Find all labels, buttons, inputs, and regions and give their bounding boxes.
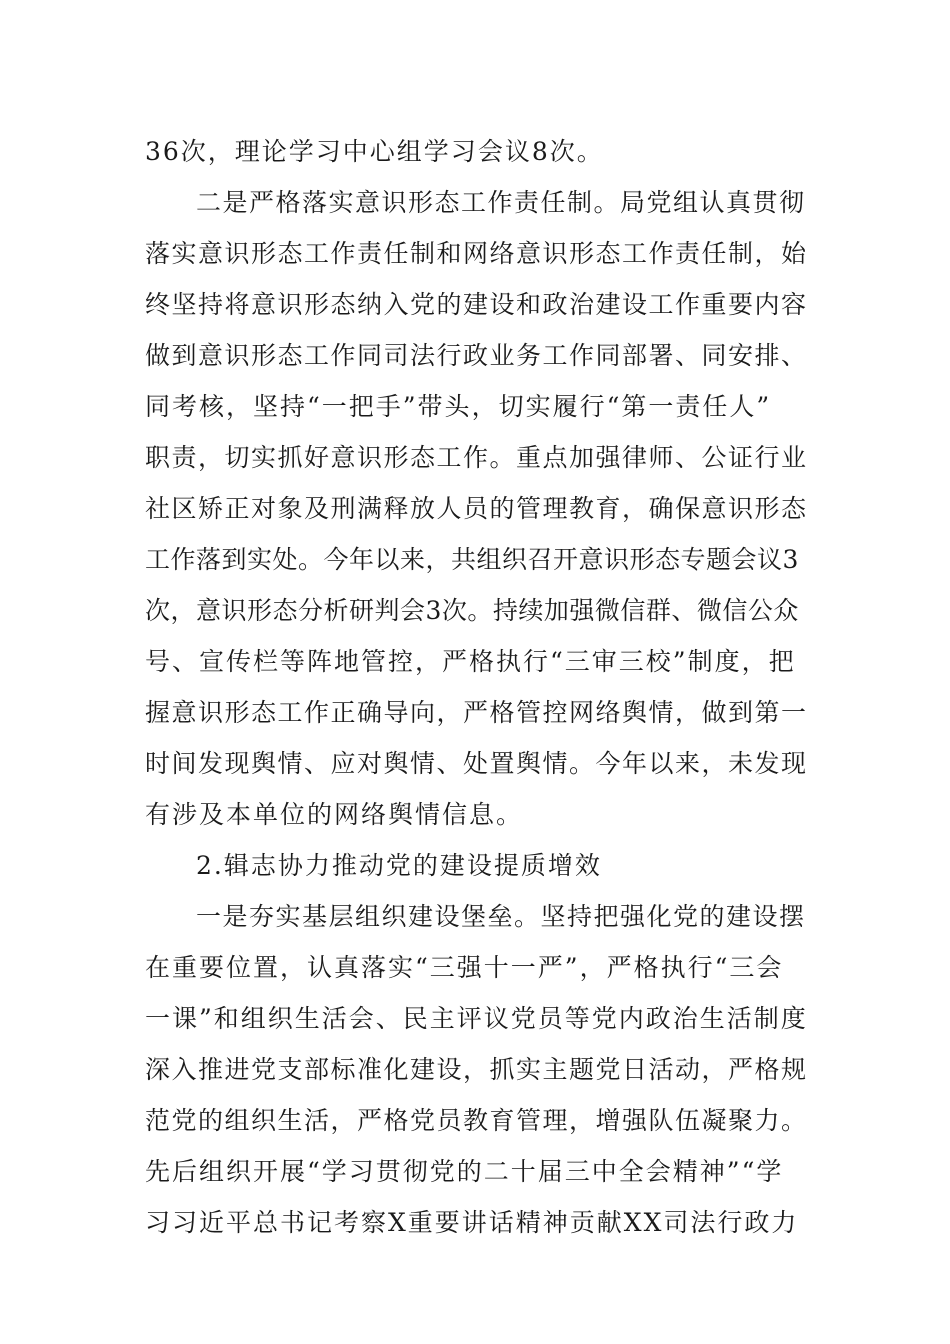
paragraph-line: 时间发现舆情、应对舆情、处置舆情。今年以来，未发现 (145, 749, 808, 778)
paragraph-line: 做到意识形态工作同司法行政业务工作同部署、同安排、 (145, 341, 808, 370)
paragraph-line: 有涉及本单位的网络舆情信息。 (145, 800, 524, 829)
paragraph-line: 次，意识形态分析研判会3次。持续加强微信群、微信公众 (145, 596, 799, 625)
paragraph-line: 落实意识形态工作责任制和网络意识形态工作责任制，始 (145, 239, 808, 268)
section-heading: 2.辑志协力推动党的建设提质增效 (196, 851, 602, 880)
paragraph-line: 工作落到实处。今年以来，共组织召开意识形态专题会议3 (145, 545, 799, 574)
paragraph-line: 范党的组织生活，严格党员教育管理，增强队伍凝聚力。 (145, 1106, 808, 1135)
paragraph-line: 握意识形态工作正确导向，严格管控网络舆情，做到第一 (145, 698, 808, 727)
paragraph-line: 二是严格落实意识形态工作责任制。局党组认真贯彻 (196, 188, 806, 217)
paragraph-line: 先后组织开展“学习贯彻党的二十届三中全会精神”“学 (145, 1157, 784, 1186)
paragraph-line: 36次，理论学习中心组学习会议8次。 (145, 137, 604, 166)
paragraph-line: 在重要位置，认真落实“三强十一严”，严格执行“三会 (145, 953, 784, 982)
paragraph-line: 号、宣传栏等阵地管控，严格执行“三审三校”制度，把 (145, 647, 796, 676)
paragraph-line: 习习近平总书记考察X重要讲话精神贡献XX司法行政力 (145, 1208, 799, 1237)
paragraph-line: 终坚持将意识形态纳入党的建设和政治建设工作重要内容 (145, 290, 808, 319)
paragraph-line: 同考核，坚持“一把手”带头，切实履行“第一责任人” (145, 392, 772, 421)
paragraph-line: 社区矫正对象及刑满释放人员的管理教育，确保意识形态 (145, 494, 808, 523)
paragraph-line: 一课”和组织生活会、民主评议党员等党内政治生活制度 (145, 1004, 808, 1033)
paragraph-line: 深入推进党支部标准化建设，抓实主题党日活动，严格规 (145, 1055, 808, 1084)
paragraph-line: 职责，切实抓好意识形态工作。重点加强律师、公证行业 (145, 443, 808, 472)
paragraph-line: 一是夯实基层组织建设堡垒。坚持把强化党的建设摆 (196, 902, 806, 931)
